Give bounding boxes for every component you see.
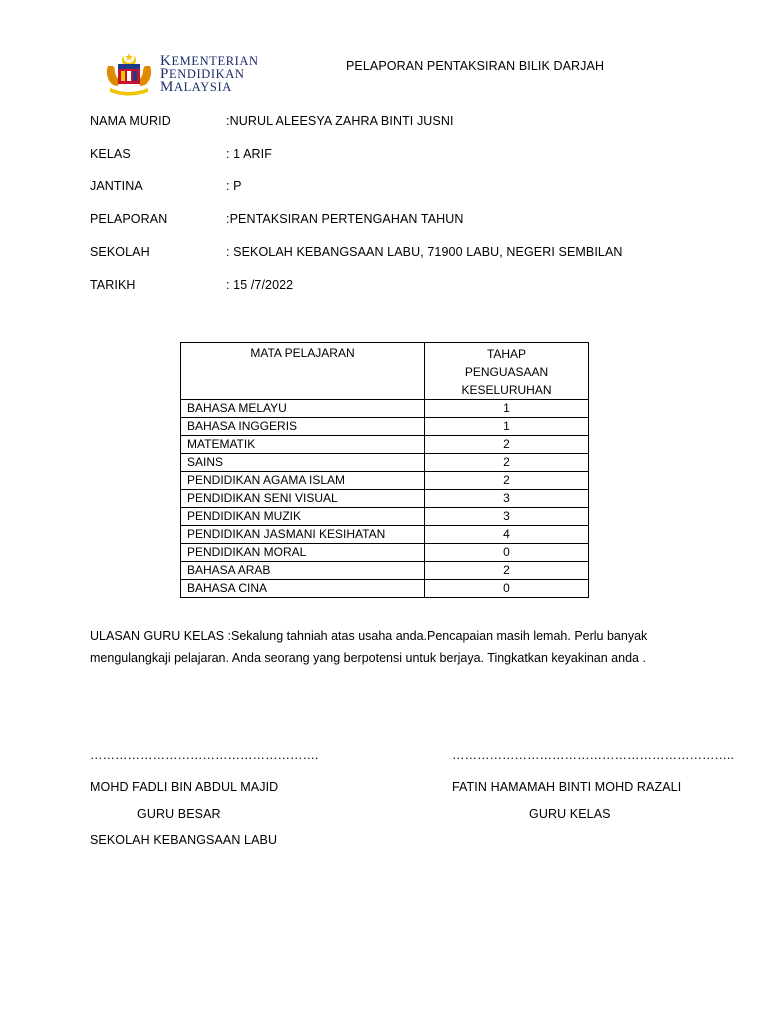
table-row [181,418,589,436]
subject-cell: BAHASA ARAB [181,562,425,580]
teacher-name: FATIN HAMAMAH BINTI MOHD RAZALI [452,780,682,794]
teacher-comment: ULASAN GURU KELAS :Sekalung tahniah atas usaha anda.Pencapaian masih lemah. Perlu banyak mengulangkaji pelajaran. Anda seorang yang berpotensi untuk berjaya. Tingkatkan keyakinan anda . [90,629,648,665]
level-cell: 1 [425,418,589,436]
table-row [181,400,589,418]
level-cell: 4 [425,526,589,544]
ministry-logo-text [160,55,259,94]
header-level-line-1: TAHAP [486,347,527,361]
level-cell: 2 [425,472,589,490]
info-label-name: NAMA MURID [90,114,171,128]
school-name: SEKOLAH KEBANGSAAN LABU [90,833,278,847]
subject-cell: BAHASA INGGERIS [181,418,425,436]
header-level [425,343,589,400]
info-label-date: TARIKH [90,278,136,292]
level-cell: 3 [425,508,589,526]
headmaster-title: GURU BESAR [137,807,221,821]
level-cell: 2 [425,562,589,580]
info-label-school: SEKOLAH [90,245,150,259]
header-subject: MATA PELAJARAN [181,343,425,400]
level-cell: 3 [425,490,589,508]
teacher-title: GURU KELAS [529,807,611,821]
subject-cell: PENDIDIKAN JASMANI KESIHATAN [181,526,425,544]
table-row [181,472,589,490]
info-value-class: : 1 ARIF [226,147,272,161]
teacher-signature-line: ………………………………………………………….. [452,748,734,762]
table-row [181,454,589,472]
subjects-table [180,342,589,598]
table-row [181,580,589,598]
info-value-school: : SEKOLAH KEBANGSAAN LABU, 71900 LABU, NEGERI SEMBILAN [226,245,623,259]
report-title: PELAPORAN PENTAKSIRAN BILIK DARJAH [346,59,605,73]
headmaster-signature-line: ………………………………………………. [90,748,319,762]
level-cell: 1 [425,400,589,418]
logo-line-1: KEMENTERIAN [160,53,259,69]
level-cell: 2 [425,436,589,454]
subject-cell: PENDIDIKAN AGAMA ISLAM [181,472,425,490]
logo-line-2: PENDIDIKAN [160,66,245,82]
info-label-report: PELAPORAN [90,212,168,226]
table-row [181,508,589,526]
level-cell: 0 [425,580,589,598]
header-level-line-3: KESELURUHAN [461,383,552,397]
table-row [181,526,589,544]
subject-cell: PENDIDIKAN SENI VISUAL [181,490,425,508]
table-row [181,544,589,562]
table-header-row [181,343,589,400]
logo-line-3: MALAYSIA [160,79,232,95]
table-row [181,562,589,580]
subject-cell: PENDIDIKAN MORAL [181,544,425,562]
info-value-report: :PENTAKSIRAN PERTENGAHAN TAHUN [226,212,464,226]
headmaster-name: MOHD FADLI BIN ABDUL MAJID [90,780,279,794]
subject-cell: SAINS [181,454,425,472]
info-label-gender: JANTINA [90,179,143,193]
level-cell: 2 [425,454,589,472]
level-cell: 0 [425,544,589,562]
table-row [181,436,589,454]
info-value-gender: : P [226,179,242,193]
subject-cell: PENDIDIKAN MUZIK [181,508,425,526]
subject-cell: BAHASA MELAYU [181,400,425,418]
ministry-crest-icon [104,52,154,96]
info-value-date: : 15 /7/2022 [226,278,294,292]
subject-cell: BAHASA CINA [181,580,425,598]
header-level-line-2: PENGUASAAN [464,365,549,379]
info-label-class: KELAS [90,147,131,161]
table-row [181,490,589,508]
info-value-name: :NURUL ALEESYA ZAHRA BINTI JUSNI [226,114,454,128]
subject-cell: MATEMATIK [181,436,425,454]
